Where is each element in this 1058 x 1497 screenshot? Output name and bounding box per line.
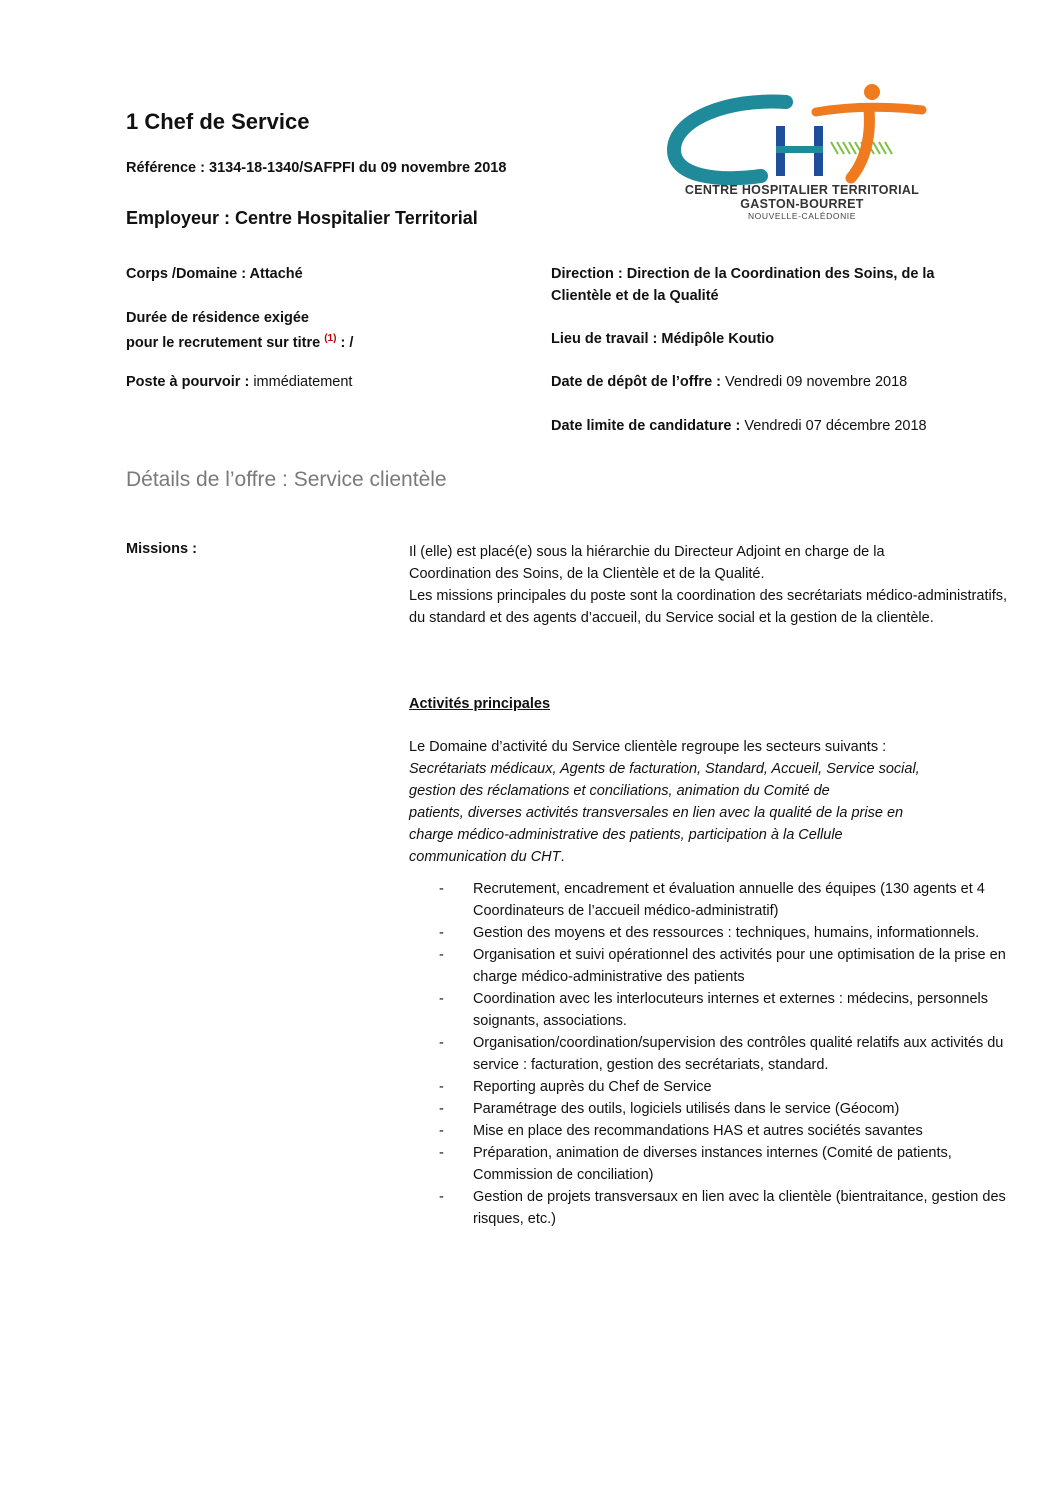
- domaine-intro: Le Domaine d’activité du Service clientèle regroupe les secteurs suivants :: [409, 739, 887, 755]
- activity-item: [409, 1186, 1009, 1230]
- logo-text-line1: CENTRE HOSPITALIER TERRITORIAL: [684, 183, 920, 197]
- reference-line: Référence : 3134-18-1340/SAFPFI du 09 novembre 2018: [126, 160, 507, 176]
- activites-heading-wrap: [409, 693, 1007, 715]
- activity-text: Organisation/coordination/supervision des contrôles qualité relatifs aux activités du service : facturation, gestion des secrétariats, standard.: [473, 1035, 1004, 1073]
- domaine-line4: charge médico-administrative des patients, participation à la Cellule: [409, 827, 843, 843]
- poste-label: Poste à pourvoir :: [126, 374, 254, 390]
- dash-bullet: -: [439, 1079, 444, 1095]
- employer-line: Employeur : Centre Hospitalier Territorial: [126, 208, 478, 228]
- domaine-end: .: [560, 849, 565, 865]
- activities-list: [409, 878, 1009, 1230]
- missions-p2: Les missions principales du poste sont la coordination des secrétariats médico-administratifs, du standard et des agents d’accueil, du Service social et la gestion de la clientèle.: [409, 588, 1008, 626]
- activity-item: [409, 878, 1009, 922]
- missions-text: [409, 541, 1007, 629]
- dash-bullet: -: [439, 991, 444, 1007]
- dash-bullet: -: [439, 1035, 444, 1051]
- activity-text: Recrutement, encadrement et évaluation annuelle des équipes (130 agents et 4 Coordinateurs de l’accueil médico-administratif): [473, 881, 985, 919]
- missions-p1-line2: Coordination des Soins, de la Clientèle et de la Qualité.: [409, 566, 765, 582]
- lieu-de-travail: Lieu de travail : Médipôle Koutio: [551, 331, 775, 347]
- date-limite-value: Vendredi 07 décembre 2018: [744, 418, 927, 434]
- activity-item: [409, 1032, 1009, 1076]
- domaine-line2: gestion des réclamations et conciliations, animation du Comité de: [409, 783, 830, 799]
- domaine-line1: Secrétariats médicaux, Agents de facturation, Standard, Accueil, Service social,: [409, 761, 920, 777]
- date-depot-label: Date de dépôt de l’offre :: [551, 374, 726, 390]
- duree-residence-value: : /: [336, 334, 354, 351]
- domaine-line5-wrap: [409, 846, 1007, 868]
- activites-heading: Activités principales: [409, 696, 551, 712]
- activity-text: Coordination avec les interlocuteurs internes et externes : médecins, personnels soignants, associations.: [473, 991, 989, 1029]
- duree-residence-line1: Durée de résidence exigée: [126, 310, 309, 326]
- activity-item: [409, 1142, 1009, 1186]
- activity-text: Paramétrage des outils, logiciels utilisés dans le service (Géocom): [473, 1101, 900, 1117]
- domaine-line3: patients, diverses activités transversales en lien avec la qualité de la prise en: [409, 805, 904, 821]
- dash-bullet: -: [439, 881, 444, 897]
- activity-text: Gestion des moyens et des ressources : techniques, humains, informationnels.: [473, 925, 980, 941]
- missions-label: Missions :: [126, 541, 197, 557]
- activity-item: [409, 944, 1009, 988]
- activity-text: Mise en place des recommandations HAS et autres sociétés savantes: [473, 1123, 923, 1139]
- activity-text: Reporting auprès du Chef de Service: [473, 1079, 712, 1095]
- activity-item: [409, 1098, 1009, 1120]
- date-depot: [551, 371, 907, 393]
- dash-bullet: -: [439, 925, 444, 941]
- dash-bullet: -: [439, 1101, 444, 1117]
- dash-bullet: -: [439, 1189, 444, 1205]
- date-limite-label: Date limite de candidature :: [551, 418, 745, 434]
- corps-domaine: Corps /Domaine : Attaché: [126, 266, 303, 282]
- direction-line2: Clientèle et de la Qualité: [551, 288, 719, 304]
- dash-bullet: -: [439, 947, 444, 963]
- poste-value: immédiatement: [253, 374, 353, 390]
- domaine-paragraph: [409, 736, 1007, 868]
- duree-residence-line2: [126, 328, 353, 354]
- footnote-marker: (1): [324, 333, 337, 344]
- date-depot-value: Vendredi 09 novembre 2018: [725, 374, 908, 390]
- activity-item: [409, 922, 1009, 944]
- duree-residence-text: pour le recrutement sur titre: [126, 334, 321, 351]
- missions-p1-line1: Il (elle) est placé(e) sous la hiérarchie du Directeur Adjoint en charge de la: [409, 544, 885, 560]
- logo-text-line2: GASTON-BOURRET: [740, 197, 864, 211]
- activity-item: [409, 988, 1009, 1032]
- date-limite: [551, 415, 927, 437]
- poste-a-pourvoir: [126, 371, 352, 393]
- dash-bullet: -: [439, 1145, 444, 1161]
- section-title: Détails de l’offre : Service clientèle: [126, 468, 447, 491]
- dash-bullet: -: [439, 1123, 444, 1139]
- activity-text: Gestion de projets transversaux en lien avec la clientèle (bientraitance, gestion des risques, etc.): [473, 1189, 1006, 1227]
- domaine-line5: communication du CHT: [409, 849, 561, 865]
- activity-text: Préparation, animation de diverses instances internes (Comité de patients, Commission de conciliation): [473, 1145, 952, 1183]
- direction-line1: Direction : Direction de la Coordination des Soins, de la: [551, 266, 935, 282]
- page-title: 1 Chef de Service: [126, 109, 310, 134]
- activity-item: [409, 1076, 1009, 1098]
- activity-item: [409, 1120, 1009, 1142]
- activity-text: Organisation et suivi opérationnel des activités pour une optimisation de la prise en charge médico-administrative des patients: [473, 947, 1006, 985]
- logo-text-line3: NOUVELLE-CALÉDONIE: [747, 211, 857, 221]
- activities-list-wrap: [409, 878, 1009, 1230]
